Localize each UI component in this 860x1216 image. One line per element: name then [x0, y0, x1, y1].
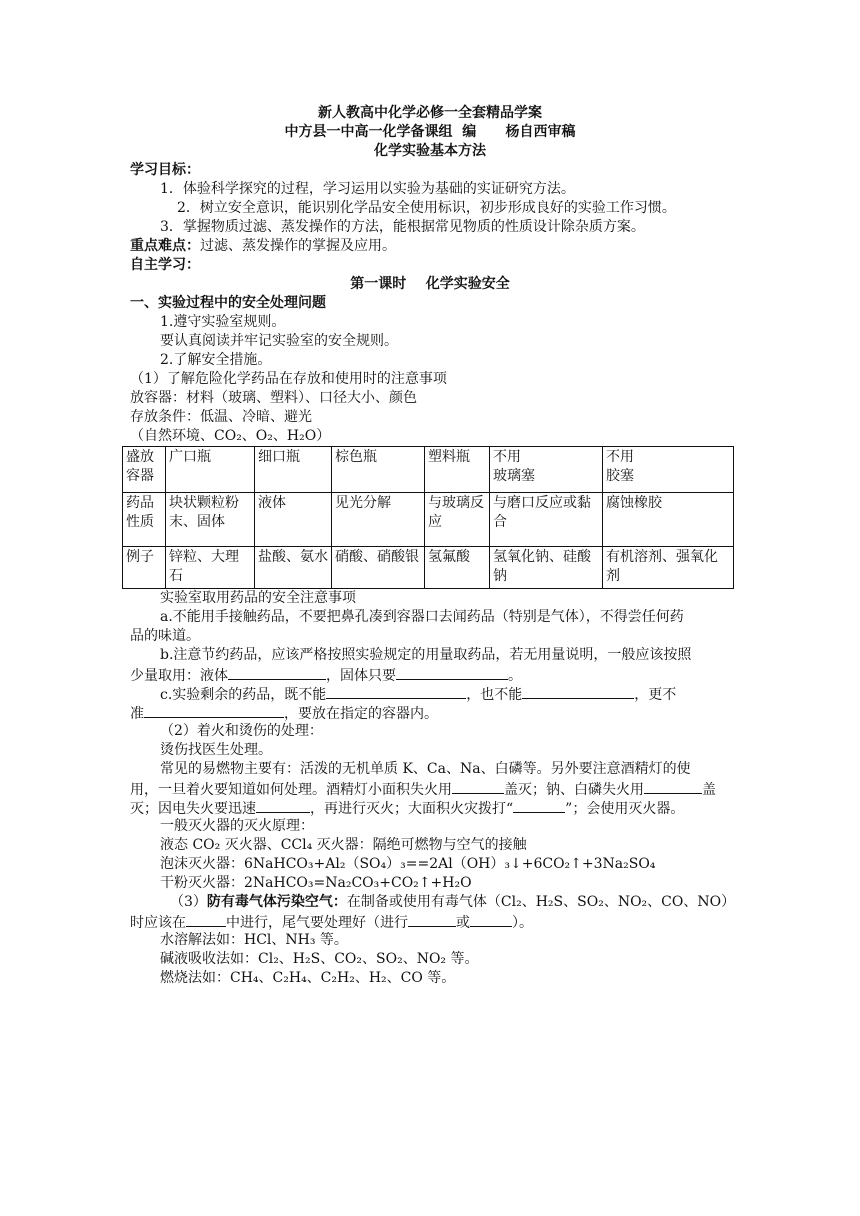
table-cell: 块状颗粒粉末、固体: [166, 493, 255, 547]
text-span: ，要放在指定的容器内。: [284, 706, 438, 722]
table-cell: 例子: [123, 547, 166, 589]
table-cell: 腐蚀橡胶: [603, 493, 734, 547]
doc-title: 新人教高中化学必修一全套精品学案: [318, 105, 542, 121]
text-span: （3）: [170, 894, 207, 910]
difficulty-line: [130, 237, 730, 256]
para-conditions: 存放条件：低温、冷暗、避光: [130, 409, 312, 425]
blank-field[interactable]: [644, 779, 702, 794]
table-cell: 硝酸、硝酸银: [332, 547, 425, 589]
blank-field[interactable]: [396, 665, 508, 680]
blank-field[interactable]: [228, 665, 326, 680]
table-cell: 细口瓶: [255, 447, 332, 493]
method-burn: 燃烧法如：CH₄、C₂H₄、C₂H₂、H₂、CO 等。: [160, 970, 456, 986]
table-row: [123, 547, 734, 589]
blank-field[interactable]: [326, 684, 466, 699]
text-span: 或: [456, 915, 470, 931]
table-row: [123, 493, 734, 547]
blank-field[interactable]: [408, 912, 456, 927]
para-storage: （1）了解危险化学药品在存放和使用时的注意事项: [130, 371, 447, 387]
table-cell: 氢氟酸: [425, 547, 490, 589]
table-cell: 广口瓶: [166, 447, 255, 493]
table-cell: 盛放容器: [123, 447, 166, 493]
extinguisher-foam: 泡沫灭火器：6NaHCO₃+Al₂（SO₄）₃==2Al（OH）₃↓+6CO₂↑+3Na₂SO₄: [160, 856, 656, 872]
blank-field[interactable]: [452, 779, 504, 794]
text-span: 用，一旦着火要知道如何处理。酒精灯小面积失火用: [130, 782, 452, 798]
toxic-gas-line2: [130, 912, 730, 931]
table-cell: 塑料瓶: [425, 447, 490, 493]
selfstudy-heading: 自主学习：: [130, 257, 200, 273]
blank-field[interactable]: [522, 684, 634, 699]
goals-heading: 学习目标：: [130, 162, 200, 178]
text-span: c.实验剩余的药品，既不能: [160, 687, 327, 703]
goal-1: 1．体验科学探究的过程，学习运用以实验为基础的实证研究方法。: [160, 181, 575, 197]
table-cell: 盐酸、氨水: [255, 547, 332, 589]
goal-3: 3．掌握物质过滤、蒸发操作的方法，能根据常见物质的性质设计除杂质方案。: [160, 219, 645, 235]
toxic-gas-heading: 防有毒气体污染空气：: [206, 894, 347, 910]
text-span: ”；会使用灭火器。: [565, 801, 685, 817]
text-span: 在制备或使用有毒气体（Cl₂、H₂S、SO₂、NO₂、CO、NO）: [346, 894, 736, 910]
para-rule: 1.遵守实验室规则。: [160, 314, 286, 330]
table-cell: 与玻璃反应: [425, 493, 490, 547]
text-span: 准: [130, 706, 144, 722]
rule-b-line1: b.注意节约药品，应该严格按照实验规定的用量取药品，若无用量说明，一般应该按照: [160, 647, 692, 663]
rule-a-line1: a.不能用手接触药品，不要把鼻孔凑到容器口去闻药品（特别是气体），不得尝任何药: [160, 609, 684, 625]
blank-field[interactable]: [256, 798, 310, 813]
blank-field[interactable]: [144, 703, 284, 718]
storage-table: [122, 446, 734, 589]
reagent-safety-heading: 实验室取用药品的安全注意事项: [160, 590, 356, 606]
table-cell: 锌粒、大理石: [166, 547, 255, 589]
fire-electric-line: [130, 798, 730, 817]
table-cell: 棕色瓶: [332, 447, 425, 493]
para-rule-detail: 要认真阅读并牢记实验室的安全规则。: [160, 333, 398, 349]
table-cell: 不用 玻璃塞: [490, 447, 603, 493]
text-span: ）。: [512, 915, 533, 931]
blank-field[interactable]: [470, 912, 512, 927]
table-row: [123, 447, 734, 493]
text-span: 。: [508, 668, 522, 684]
extinguisher-powder: 干粉灭火器：2NaHCO₃=Na₂CO₃+CO₂↑+H₂O: [160, 875, 472, 891]
blank-field[interactable]: [186, 912, 226, 927]
method-alkali: 碱液吸收法如：Cl₂、H₂S、CO₂、SO₂、NO₂ 等。: [160, 951, 479, 967]
rule-c-line1: [130, 684, 730, 703]
text-span: 时应该在: [130, 915, 186, 931]
table-cell: 氢氧化钠、硅酸钠: [490, 547, 603, 589]
table-cell: 不用 胶塞: [603, 447, 734, 493]
rule-b-line2: [130, 665, 730, 684]
extinguisher-co2: 液态 CO₂ 灭火器、CCl₄ 灭火器：隔绝可燃物与空气的接触: [160, 837, 527, 853]
para-safety: 2.了解安全措施。: [160, 352, 272, 368]
table-cell: 药品性质: [123, 493, 166, 547]
text-span: 中进行，尾气要处理好（进行: [226, 915, 408, 931]
rule-a-line2: 品的味道。: [130, 628, 200, 644]
table-cell: 见光分解: [332, 493, 425, 547]
fire-lamp-line: [130, 779, 730, 798]
text-span: ，更不: [634, 687, 677, 703]
table-cell: 与磨口反应或黏合: [490, 493, 603, 547]
section-1-heading: 一、实验过程中的安全处理问题: [130, 295, 326, 311]
rule-c-line2: [130, 703, 730, 722]
text-span: ，固体只要: [326, 668, 396, 684]
fire-heading: （2）着火和烫伤的处理：: [160, 723, 323, 739]
table-cell: 液体: [255, 493, 332, 547]
table-cell: 有机溶剂、强氧化剂: [603, 547, 734, 589]
text-span: ，再进行灭火；大面积火灾拨打“: [310, 801, 514, 817]
text-span: 盖: [702, 782, 716, 798]
fire-burn: 烫伤找医生处理。: [160, 742, 272, 758]
text-span: 灭；因电失火要迅速: [130, 801, 256, 817]
fire-flammables: 常见的易燃物主要有：活泼的无机单质 K、Ca、Na、白磷等。另外要注意酒精灯的使: [160, 761, 691, 777]
document-page: [126, 104, 736, 988]
para-container: 放容器：材料（玻璃、塑料）、口径大小、颜色: [130, 390, 417, 406]
doc-author: 中方县一中高一化学备课组 编 杨自西审稿: [284, 124, 576, 140]
difficulty-heading: 重点难点：: [130, 238, 200, 254]
goal-2: 2．树立安全意识，能识别化学品安全使用标识，初步形成良好的实验工作习惯。: [177, 200, 676, 216]
para-environment: （自然环境、CO₂、O₂、H₂O）: [130, 428, 331, 444]
toxic-gas-line1: [130, 893, 736, 912]
text-span: 少量取用：液体: [130, 668, 228, 684]
text-span: ，也不能: [466, 687, 523, 703]
lesson-title: 第一课时 化学实验安全: [350, 276, 510, 292]
blank-field[interactable]: [513, 798, 565, 813]
text-span: 盖灭；钠、白磷失火用: [504, 782, 644, 798]
method-water: 水溶解法如：HCl、NH₃ 等。: [160, 932, 348, 948]
extinguisher-heading: 一般灭火器的灭火原理：: [160, 818, 314, 834]
doc-subtitle: 化学实验基本方法: [374, 143, 486, 159]
difficulty-text: 过滤、蒸发操作的掌握及应用。: [200, 238, 396, 254]
